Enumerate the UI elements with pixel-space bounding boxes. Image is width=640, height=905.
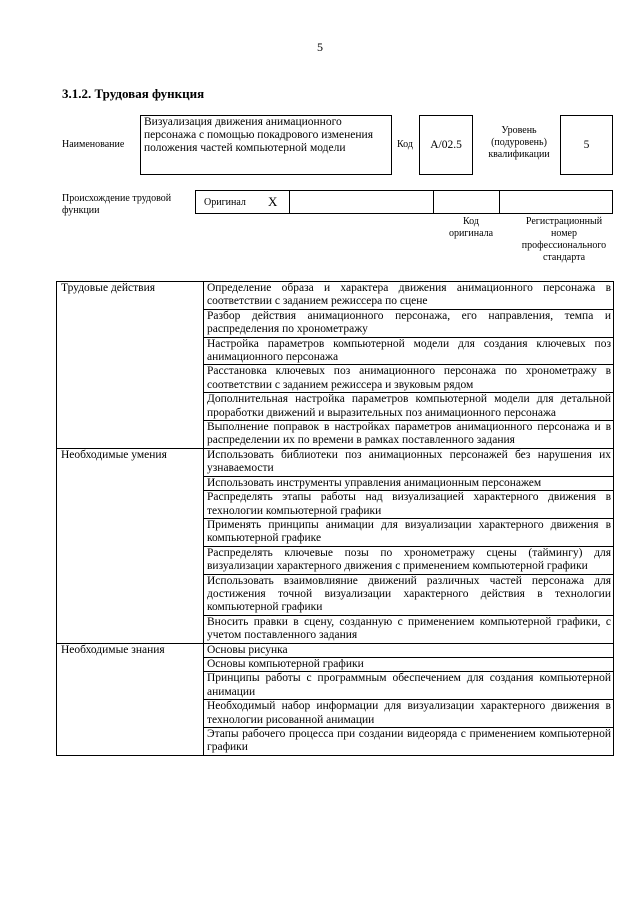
requirement-cell: Настройка параметров компьютерной модели для создания ключевых поз анимационного персонажа [204,337,614,365]
section-title: 3.1.2. Трудовая функция [62,86,205,101]
level-value-box [560,115,613,175]
requirement-cell: Основы компьютерной графики [204,657,614,671]
code-original-caption: Код оригинала [448,216,494,239]
table-row [57,643,614,657]
original-cell [196,191,290,213]
code-label: Код [397,139,413,150]
table-row [57,448,614,476]
level-label: Уровень (подуровень) квалификации [488,125,550,160]
requirement-cell: Этапы рабочего процесса при создании видеоряда с применением компьютерной графики [204,728,614,756]
requirements-table [56,281,614,756]
borrowed-cell [290,191,434,213]
requirement-cell: Разбор действия анимационного персонажа, его направления, темпа и распределения по хронометражу [204,309,614,337]
code-value-box [419,115,473,175]
requirement-cell: Определение образа и характера движения анимационного персонажа в соответствии с заданием режиссера по сцене [204,282,614,310]
requirement-cell: Распределять этапы работы над визуализацией характерного движения в технологии компьютерной графики [204,491,614,519]
requirement-cell: Дополнительная настройка параметров компьютерной модели для детальной проработки движений и выразительных поз анимационного персонажа [204,393,614,421]
requirement-cell: Использовать инструменты управления анимационным персонажем [204,476,614,490]
requirement-cell: Вносить правки в сцену, созданную с применением компьютерной графики, с учетом поставленного задания [204,615,614,643]
requirement-cell: Использовать библиотеки поз анимационных персонажей без нарушения их узнаваемости [204,448,614,476]
category-cell: Необходимые умения [57,448,204,643]
original-label: Оригинал [204,197,246,208]
requirement-cell: Принципы работы с программным обеспечением для создания компьютерной анимации [204,672,614,700]
requirement-cell: Применять принципы анимации для визуализации характерного движения в компьютерной графике [204,518,614,546]
requirement-cell: Использовать взаимовлияние движений различных частей персонажа для достижения точной визуализации характерного действия в технологии компьютерной графики [204,574,614,615]
name-label: Наименование [62,139,125,150]
origin-row [195,190,613,214]
origin-label: Происхождение трудовой функции [62,193,172,216]
requirement-cell: Необходимый набор информации для визуализации характерного движения в технологии рисованной анимации [204,700,614,728]
page-number: 5 [317,40,323,54]
category-cell: Трудовые действия [57,282,204,449]
requirement-cell: Расстановка ключевых поз анимационного персонажа по хронометражу в соответствии с заданием режиссера и звуковым рядом [204,365,614,393]
function-name-box: Визуализация движения анимационного персонажа с помощью покадрового изменения положения частей компьютерной модели [140,115,392,175]
level-value: 5 [583,139,590,151]
category-cell: Необходимые знания [57,643,204,755]
requirement-cell: Распределять ключевые позы по хронометражу сцены (таймингу) для визуализации характерного движения с применением компьютерной графики [204,546,614,574]
reg-number-caption: Регистрационный номер профессионального стандарта [521,216,607,263]
original-mark: X [268,194,278,209]
code-value: А/02.5 [430,139,462,151]
requirement-cell: Основы рисунка [204,643,614,657]
table-row [57,282,614,310]
code-original-cell [434,191,500,213]
requirement-cell: Выполнение поправок в настройках параметров анимационного персонажа и в распределении их по времени в рамках поставленного задания [204,421,614,449]
